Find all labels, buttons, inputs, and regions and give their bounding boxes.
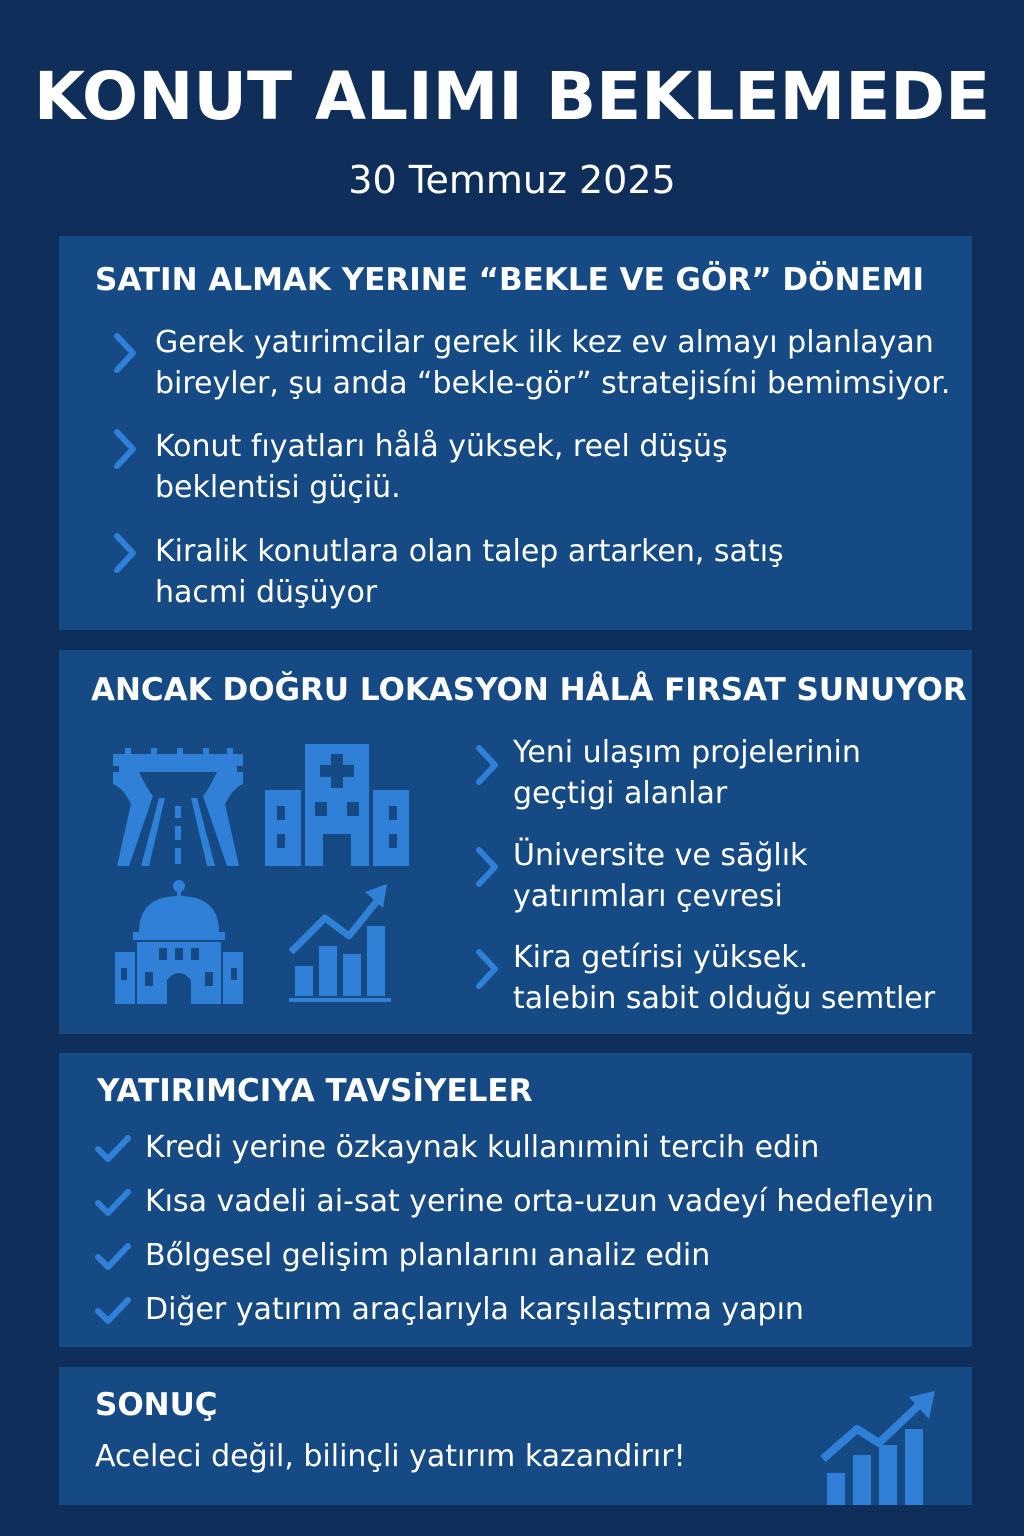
growth-chart-icon (289, 882, 391, 1002)
section-title: ANCAK DOĞRU LOKASYON HÅLÅ FIRSAT SUNUYOR (91, 672, 967, 708)
checkmark-icon (95, 1242, 131, 1272)
page-title: KONUT ALIMI BEKLEMEDE (33, 58, 991, 135)
hospital-icon (265, 744, 409, 866)
bullet-item: Kiralik konutlara olan talep artarken, satış hacmi düşüyor (155, 534, 784, 610)
page-date: 30 Temmuz 2025 (348, 158, 676, 202)
section-right-location (59, 650, 972, 1034)
bullet-item: Yeni ulaşım projelerinin geçtigi alanlar (513, 735, 861, 811)
chevron-right-icon (109, 332, 139, 374)
tip-item: Kredi yerine özkaynak kullanımini tercih edin (145, 1130, 820, 1165)
tip-item: Diğer yatırım araçlarıyla karşılaştırma yapın (145, 1292, 804, 1327)
chevron-right-icon (471, 846, 501, 888)
chevron-right-icon (471, 948, 501, 990)
bullet-item: Konut fıyatları hålå yüksek, reel düşüş beklentisi güçiü. (155, 429, 728, 505)
chevron-right-icon (109, 428, 139, 470)
domed-building-icon (115, 880, 243, 1004)
growth-chart-icon (821, 1389, 939, 1505)
bullet-item: Üniversite ve sāğlık yatırımları çevresi (513, 838, 808, 914)
bullet-item: Gerek yatırimcilar gerek ilk kez ev almayı planlayan bireyler, şu anda “bekle-gör” stratejisíni bemimsiyor. (155, 325, 951, 401)
tip-item: Kısa vadeli ai-sat yerine orta-uzun vadeyí hedefleyin (145, 1184, 934, 1219)
chevron-right-icon (109, 532, 139, 574)
bridge-road-icon (109, 748, 247, 866)
checkmark-icon (95, 1188, 131, 1218)
conclusion-text: Aceleci değil, bilinçli yatırım kazandirır! (95, 1439, 686, 1474)
section-title: SONUÇ (95, 1387, 218, 1423)
checkmark-icon (95, 1296, 131, 1326)
bullet-item: Kira getírisi yüksek. talebin sabit olduğu semtler (513, 940, 936, 1016)
section-investor-tips (59, 1053, 972, 1347)
section-title: YATIRIMCIYA TAVSİYELER (97, 1073, 533, 1109)
section-wait-and-see (59, 236, 972, 630)
chevron-right-icon (471, 744, 501, 786)
checkmark-icon (95, 1134, 131, 1164)
tip-item: Bőlgesel gelişim planlarını analiz edin (145, 1238, 711, 1273)
section-title: SATIN ALMAK YERINE “BEKLE VE GÖR” DÖNEMI (95, 262, 924, 298)
section-conclusion (59, 1367, 972, 1505)
